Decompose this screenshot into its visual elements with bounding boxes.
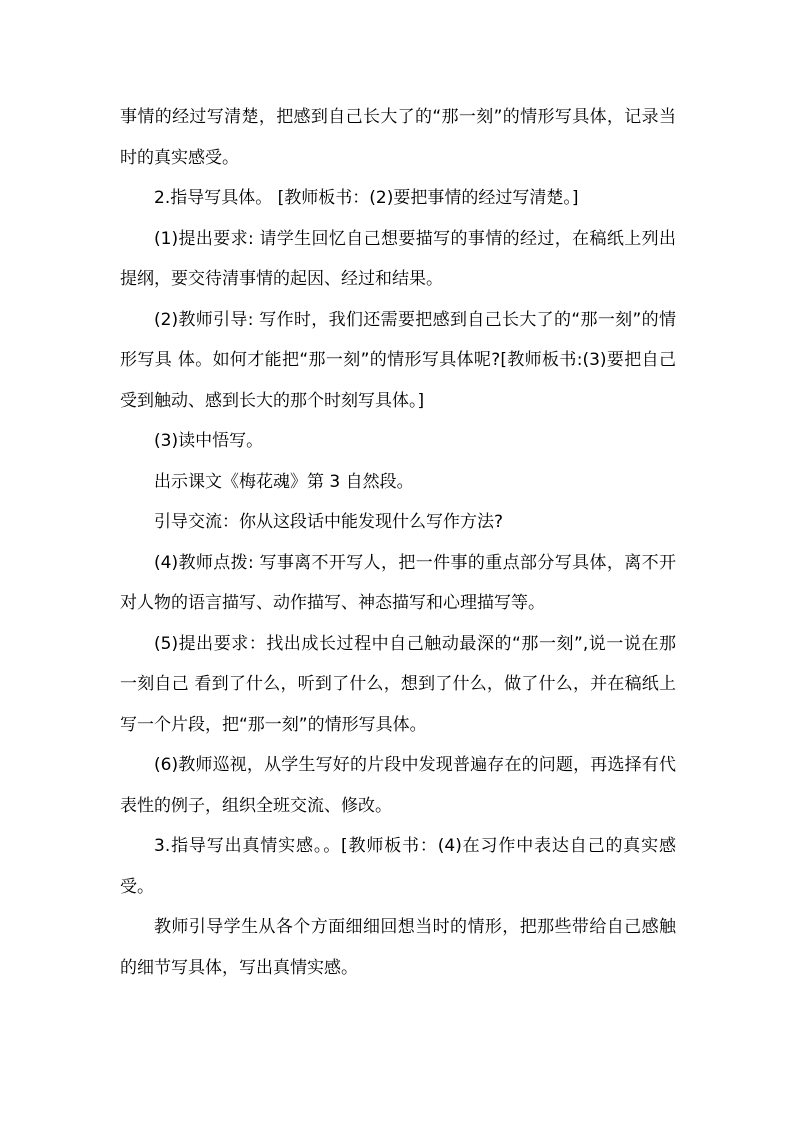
paragraph-teacher-hint-4: (4)教师点拨: 写事离不开写人，把一件事的重点部分写具体，离不开对人物的语言描写、动作描写、神态描写和心理描写等。 [120, 552, 676, 613]
paragraph-guide-exchange: 引导交流：你从这段话中能发现什么写作方法? [154, 512, 504, 532]
paragraph-requirement-1: (1)提出要求: 请学生回忆自己想要描写的事情的经过，在稿纸上列出提纲，要交待清事情的起因、经过和结果。 [120, 228, 676, 289]
paragraph-requirement-5: (5)提出要求：找出成长过程中自己触动最深的“那一刻”,说一说在那一刻自己 看到了什么，听到了什么，想到了什么，做了什么，并在稿纸上写一个片段，把“那一刻”的情形写具体。 [120, 633, 676, 735]
paragraph-teacher-patrol-6: (6)教师巡视，从学生写好的片段中发现普遍存在的问题，再选择有代表性的例子，组织全班交流、修改。 [120, 755, 676, 816]
document-body [120, 97, 676, 988]
paragraph-step-2-heading: 2.指导写具体。 [教师板书：(2)要把事情的经过写清楚。] [154, 188, 579, 208]
paragraph-read-and-write-3: (3)读中悟写。 [154, 431, 264, 451]
paragraph-teacher-guide-2: (2)教师引导: 写作时，我们还需要把感到自己长大了的“那一刻”的情形写具 体。如何才能把“那一刻”的情形写具体呢?[教师板书:(3)要把自己受到触动、感到长大的那个时刻写具体。] [120, 309, 676, 411]
paragraph-teacher-guide-recall: 教师引导学生从各个方面细细回想当时的情形，把那些带给自己感触的细节写具体，写出真情实感。 [120, 917, 676, 978]
paragraph-show-text: 出示课文《梅花魂》第 3 自然段。 [154, 471, 414, 492]
paragraph-step-3-heading: 3.指导写出真情实感。。[教师板书：(4)在习作中表达自己的真实感受。 [120, 836, 676, 897]
paragraph-continuation: 事情的经过写清楚，把感到自己长大了的“那一刻”的情形写具体，记录当时的真实感受。 [120, 107, 676, 168]
